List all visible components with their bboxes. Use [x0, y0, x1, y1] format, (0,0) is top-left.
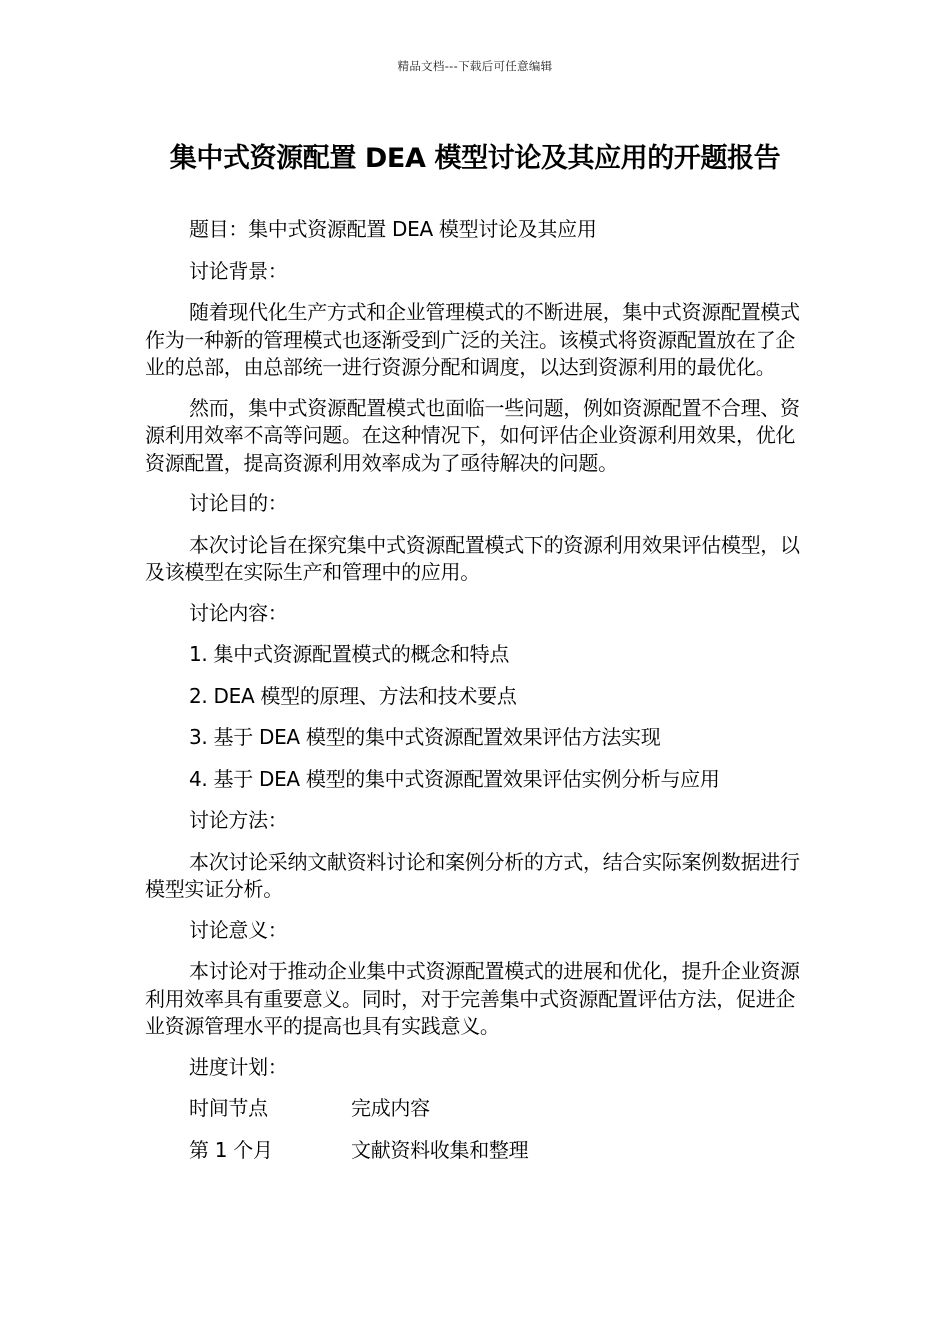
document-title: 集中式资源配置 DEA 模型讨论及其应用的开题报告	[169, 143, 781, 174]
section-heading-method: 讨论方法：	[189, 808, 288, 832]
section-heading-purpose: 讨论目的：	[189, 491, 288, 515]
section-heading-background: 讨论背景：	[189, 258, 288, 283]
background-paragraph-2: 然而，集中式资源配置模式也面临一些问题，例如资源配置不合理、资源利用效率不高等问题。在这种情况下，如何评估企业资源利用效果，优化资源配置，提高资源利用效率成为了亟待解决的问题。	[145, 395, 800, 475]
purpose-paragraph: 本次讨论旨在探究集中式资源配置模式下的资源利用效果评估模型，以及该模型在实际生产和管理中的应用。	[145, 532, 800, 584]
content-list-item: 2. DEA 模型的原理、方法和技术要点	[189, 683, 517, 708]
section-heading-content: 讨论内容：	[189, 600, 288, 625]
topic-line: 题目：集中式资源配置 DEA 模型讨论及其应用	[189, 217, 597, 241]
header-note: 精品文档---下载后可任意编辑	[397, 59, 553, 73]
method-paragraph: 本次讨论采纳文献资料讨论和案例分析的方式，结合实际案例数据进行模型实证分析。	[145, 849, 800, 901]
section-heading-significance: 讨论意义：	[189, 917, 288, 942]
content-list-item: 3. 基于 DEA 模型的集中式资源配置效果评估方法实现	[189, 725, 661, 749]
background-paragraph-1: 随着现代化生产方式和企业管理模式的不断进展，集中式资源配置模式作为一种新的管理模式也逐渐受到广泛的关注。该模式将资源配置放在了企业的总部，由总部统一进行资源分配和调度，以达到资源利用的最优化。	[145, 300, 800, 379]
schedule-header-task: 完成内容	[351, 1096, 430, 1120]
schedule-header-time: 时间节点	[189, 1096, 268, 1120]
schedule-task: 文献资料收集和整理	[351, 1137, 529, 1162]
significance-paragraph: 本讨论对于推动企业集中式资源配置模式的进展和优化，提升企业资源利用效率具有重要意义。同时，对于完善集中式资源配置评估方法，促进企业资源管理水平的提高也具有实践意义。	[145, 959, 800, 1038]
schedule-time: 第 1 个月	[189, 1137, 273, 1162]
section-heading-schedule: 进度计划：	[189, 1054, 288, 1079]
schedule-header-row	[145, 1095, 805, 1123]
content-list-item: 4. 基于 DEA 模型的集中式资源配置效果评估实例分析与应用	[189, 766, 720, 791]
schedule-row	[145, 1137, 805, 1165]
document-body	[145, 216, 805, 1178]
content-list-item: 1. 集中式资源配置模式的概念和特点	[189, 642, 510, 666]
